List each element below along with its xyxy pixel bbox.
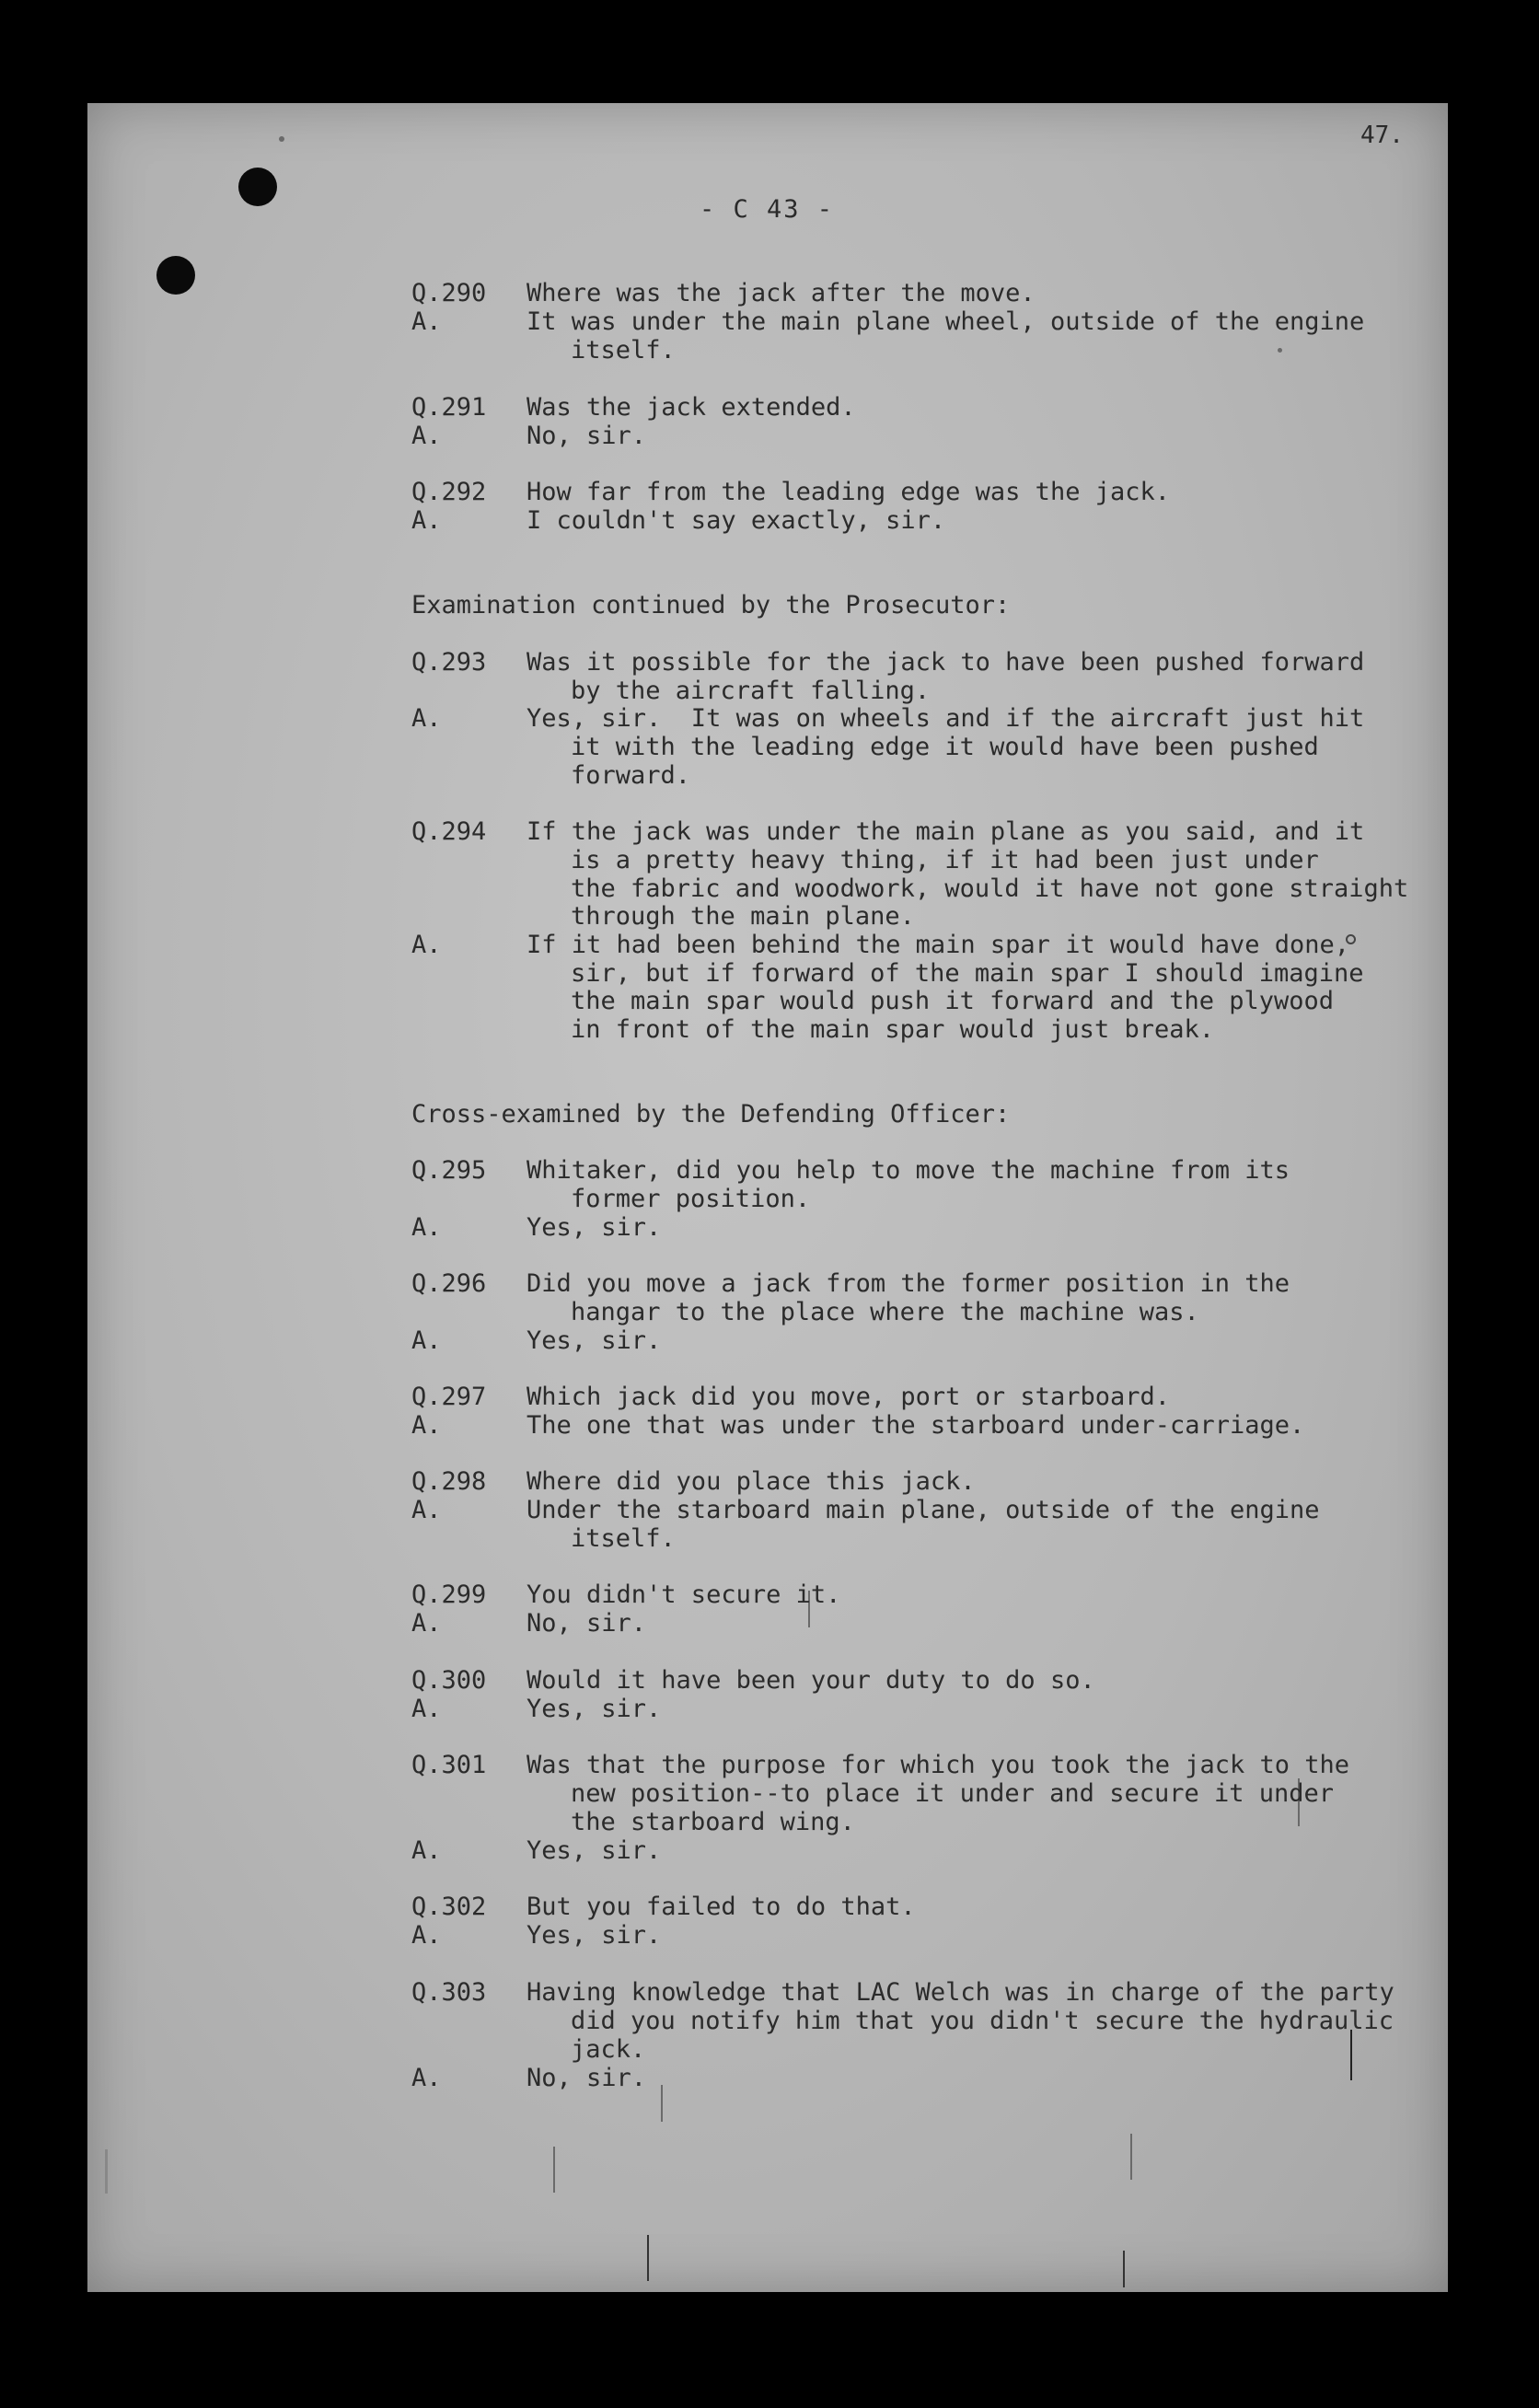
answer-text: it with the leading edge it would have been pushed — [571, 733, 1319, 761]
question-label: Q.295 — [411, 1156, 487, 1185]
question-text: Would it have been your duty to do so. — [526, 1666, 1095, 1695]
question-text: the fabric and woodwork, would it have not gone straight — [571, 874, 1409, 903]
question-text: Did you move a jack from the former position in the — [526, 1269, 1290, 1298]
answer-text: It was under the main plane wheel, outside of the engine — [526, 307, 1365, 336]
question-label: Q.293 — [411, 648, 487, 677]
answer-label: A. — [411, 2064, 442, 2092]
section-heading: Cross-examined by the Defending Officer: — [411, 1100, 1011, 1129]
answer-text: If it had been behind the main spar it would have done, — [526, 931, 1350, 959]
question-text: Having knowledge that LAC Welch was in charge of the party — [526, 1978, 1394, 2007]
question-text: new position--to place it under and secure it under — [571, 1779, 1335, 1808]
answer-text: No, sir. — [526, 422, 647, 450]
answer-label: A. — [411, 1326, 442, 1355]
page-header: - C 43 - — [700, 195, 835, 224]
answer-text: Yes, sir. — [526, 1921, 662, 1950]
answer-text: itself. — [571, 1524, 676, 1553]
question-text: hangar to the place where the machine was. — [571, 1298, 1199, 1326]
question-text: You didn't secure it. — [526, 1580, 841, 1609]
answer-label: A. — [411, 307, 442, 336]
question-text: If the jack was under the main plane as you said, and it — [526, 817, 1365, 846]
question-text: How far from the leading edge was the jack. — [526, 478, 1170, 506]
answer-label: A. — [411, 704, 442, 733]
section-heading: Examination continued by the Prosecutor: — [411, 591, 1011, 619]
answer-text: Yes, sir. — [526, 1326, 662, 1355]
question-text: Where did you place this jack. — [526, 1467, 976, 1496]
question-text: the starboard wing. — [571, 1808, 855, 1836]
question-text: But you failed to do that. — [526, 1893, 916, 1921]
answer-text: I couldn't say exactly, sir. — [526, 506, 946, 535]
question-label: Q.298 — [411, 1467, 487, 1496]
question-text: Whitaker, did you help to move the machine from its — [526, 1156, 1290, 1185]
answer-text: Yes, sir. — [526, 1695, 662, 1723]
answer-text: in front of the main spar would just break. — [571, 1015, 1214, 1044]
question-label: Q.300 — [411, 1666, 487, 1695]
answer-label: A. — [411, 1695, 442, 1723]
answer-label: A. — [411, 1836, 442, 1865]
question-label: Q.302 — [411, 1893, 487, 1921]
question-label: Q.301 — [411, 1751, 487, 1779]
answer-text: No, sir. — [526, 2064, 647, 2092]
question-text: Where was the jack after the move. — [526, 279, 1036, 307]
question-text: former position. — [571, 1185, 811, 1213]
answer-text: sir, but if forward of the main spar I should imagine — [571, 959, 1364, 988]
answer-text: Yes, sir. — [526, 1213, 662, 1242]
page-number: 47. — [1360, 122, 1404, 149]
answer-text: The one that was under the starboard under-carriage. — [526, 1411, 1305, 1440]
question-label: Q.297 — [411, 1383, 487, 1411]
question-text: is a pretty heavy thing, if it had been just under — [571, 846, 1319, 874]
answer-text: forward. — [571, 761, 691, 790]
answer-label: A. — [411, 1411, 442, 1440]
answer-label: A. — [411, 1213, 442, 1242]
question-label: Q.290 — [411, 279, 487, 307]
answer-label: A. — [411, 506, 442, 535]
question-text: did you notify him that you didn't secure the hydraulic — [571, 2007, 1394, 2035]
question-text: jack. — [571, 2035, 646, 2064]
answer-text: Yes, sir. It was on wheels and if the aircraft just hit — [526, 704, 1365, 733]
question-label: Q.294 — [411, 817, 487, 846]
question-label: Q.299 — [411, 1580, 487, 1609]
question-label: Q.303 — [411, 1978, 487, 2007]
answer-text: No, sir. — [526, 1609, 647, 1638]
answer-label: A. — [411, 931, 442, 959]
answer-text: itself. — [571, 336, 676, 365]
question-text: Was it possible for the jack to have been pushed forward — [526, 648, 1365, 677]
question-text: Which jack did you move, port or starboard. — [526, 1383, 1170, 1411]
question-text: through the main plane. — [571, 902, 915, 931]
question-text: Was that the purpose for which you took the jack to the — [526, 1751, 1350, 1779]
question-text: Was the jack extended. — [526, 393, 856, 422]
answer-label: A. — [411, 1921, 442, 1950]
answer-label: A. — [411, 422, 442, 450]
answer-text: Under the starboard main plane, outside of the engine — [526, 1496, 1320, 1524]
answer-label: A. — [411, 1496, 442, 1524]
question-text: by the aircraft falling. — [571, 677, 931, 705]
question-label: Q.292 — [411, 478, 487, 506]
answer-text: the main spar would push it forward and the plywood — [571, 987, 1335, 1015]
answer-label: A. — [411, 1609, 442, 1638]
question-label: Q.296 — [411, 1269, 487, 1298]
question-label: Q.291 — [411, 393, 487, 422]
answer-text: Yes, sir. — [526, 1836, 662, 1865]
